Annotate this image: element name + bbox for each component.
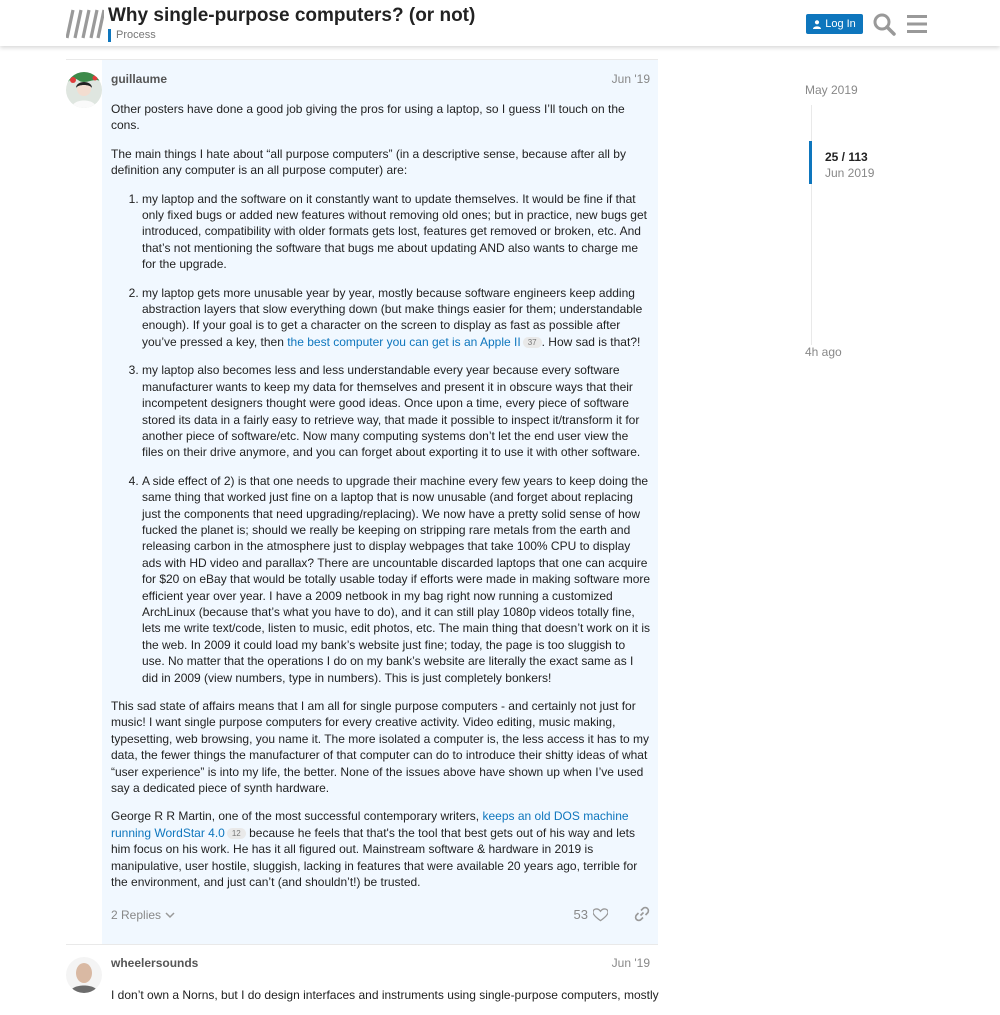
post-controls	[111, 906, 650, 926]
avatar-image	[66, 957, 102, 993]
list-item: 3. my laptop also becomes less and less understandable every year because every software manufacturer wants to keep my data for themselves and present it in obscure ways that their incompetent designers thought were good ideas. Once upon a time, every piece of software stored its data in a fairly easy to retrieve way, that made it possible to inspect it/transform it for another piece of software/etc. Now many computing systems don’t let the end user view the files on their drive anymore, and you can forget about exporting it to use it with other software.	[142, 362, 651, 460]
list-item-text-end: . How sad is that?!	[541, 334, 641, 349]
heart-icon	[593, 908, 608, 922]
site-header	[0, 0, 1000, 46]
list-item: 1. my laptop and the software on it constantly want to update themselves. It would be fine if that only fixed bugs or added new features without removing old ones; but in practice, new bugs get introduced, compatibility with older formats gets lost, features get removed or broken, etc. And that’s not mentioning the software that bugs me about updating AND also wants to charge me for the upgrade.	[142, 191, 651, 273]
timeline-start-date[interactable]: May 2019	[805, 83, 858, 97]
post	[66, 59, 658, 944]
post-paragraph	[111, 808, 651, 890]
post-date[interactable]: Jun '19	[611, 956, 650, 970]
avatar[interactable]	[66, 957, 102, 993]
user-icon	[813, 20, 821, 29]
post-content	[111, 101, 651, 902]
apple-ii-link[interactable]: the best computer you can get is an Apple II	[287, 334, 521, 349]
login-label: Log In	[825, 18, 856, 30]
like-button[interactable]	[574, 907, 608, 922]
paragraph-text: George R R Martin, one of the most successful contemporary writers,	[111, 809, 480, 824]
timeline-current-date: Jun 2019	[825, 166, 875, 180]
list-item-text: my laptop gets more unusable year by year, mostly because software engineers keep adding abstraction layers that slow everything down (but make things easier for them; understandable enough). If your goal is to get a character on the screen to display as fast as possible after you’ve pressed a key, then	[142, 285, 643, 349]
post-username[interactable]: wheelersounds	[111, 956, 199, 970]
post-paragraph: This sad state of affairs means that I am all for single purpose computers - and certainly not just for music! I want single purpose computers for every creative activity. Video editing, music making, typesetting, web browsing, you name it. The more isolated a computer is, the less access it has to my data, the fewer things the manufacturer of that computer can do to introduce their shitty ideas of what “user experience” is into my life, the better. None of the issues above have shown up when I’ve used say a dedicated piece of synth hardware.	[111, 699, 650, 796]
share-link-icon[interactable]	[634, 906, 650, 922]
replies-button[interactable]	[111, 908, 175, 922]
replies-label: 2 Replies	[111, 908, 162, 922]
topic-title[interactable]: Why single-purpose computers? (or not)	[108, 5, 476, 26]
link-click-count: 37	[523, 337, 542, 348]
post-username[interactable]: guillaume	[111, 72, 168, 86]
timeline-scroll-handle[interactable]	[809, 141, 812, 184]
post-content	[111, 987, 659, 1015]
login-button[interactable]	[806, 14, 863, 34]
post-paragraph: I don’t own a Norns, but I do design interfaces and instruments using single-purpose computers, mostly	[111, 988, 659, 1002]
avatar[interactable]	[66, 72, 102, 108]
wordstar-link[interactable]: keeps an old DOS machine running WordStar 4.0	[111, 809, 629, 840]
numbered-list	[111, 191, 651, 686]
list-item: 4. A side effect of 2) is that one needs to upgrade their machine every few years to keep doing the same thing that worked just fine on a laptop that is now unusable (and forget about replacing just the components that need upgrading/replacing). We now have a pretty solid sense of how fucked the planet is; should we really be keeping on stripping rare metals from the earth and releasing carbon in the atmosphere just to display webpages that take 100% CPU to display ads with HD video and parallax? There are uncountable discarded laptops that one can acquire for $20 on eBay that would be totally usable today if efforts were made in making software more efficient year over year. I have a 2009 netbook in my bag right now running a customized ArchLinux (because that’s what you have to do), and it can still play 1080p videos totally fine, lets me write text/code, listen to music, edit photos, etc. The main thing that doesn’t work on it is the web. In 2009 it could load my bank’s website just fine; today, the page is too sluggish to use. No matter that the operations I do on my bank’s website are literally the exact same as I did in 2009 (view numbers, type in numbers). This is just completely bonkers!	[142, 473, 651, 686]
post-paragraph: Other posters have done a good job giving the pros for using a laptop, so I guess I’ll touch on the cons.	[111, 102, 625, 133]
chevron-down-icon	[165, 911, 175, 919]
timeline-position: 25 / 113	[825, 150, 868, 164]
link-click-count: 12	[227, 828, 246, 839]
list-item	[142, 285, 651, 351]
post-paragraph: The main things I hate about “all purpose computers” (in a descriptive sense, because after all by definition any computer is an all purpose computer) are:	[111, 146, 626, 178]
like-count: 53	[573, 907, 588, 922]
avatar-image	[66, 72, 102, 108]
post	[66, 944, 658, 1005]
search-icon[interactable]	[872, 12, 896, 36]
site-logo[interactable]	[66, 8, 104, 40]
paragraph-text: because he feels that that's the tool that best gets out of his way and lets him focus on his work. He has it all figured out. Mainstream software & hardware in 2019 is manipulative, user hostile, sluggish, lacking in features that were available 20 years ago, terrible for the environment, and just can’t (and shouldn’t!) be trusted.	[111, 825, 638, 890]
category-badge[interactable]: Process	[108, 29, 156, 42]
post-date[interactable]: Jun '19	[611, 72, 650, 86]
hamburger-menu-icon[interactable]	[905, 12, 929, 36]
timeline-end-label[interactable]: 4h ago	[805, 345, 842, 359]
